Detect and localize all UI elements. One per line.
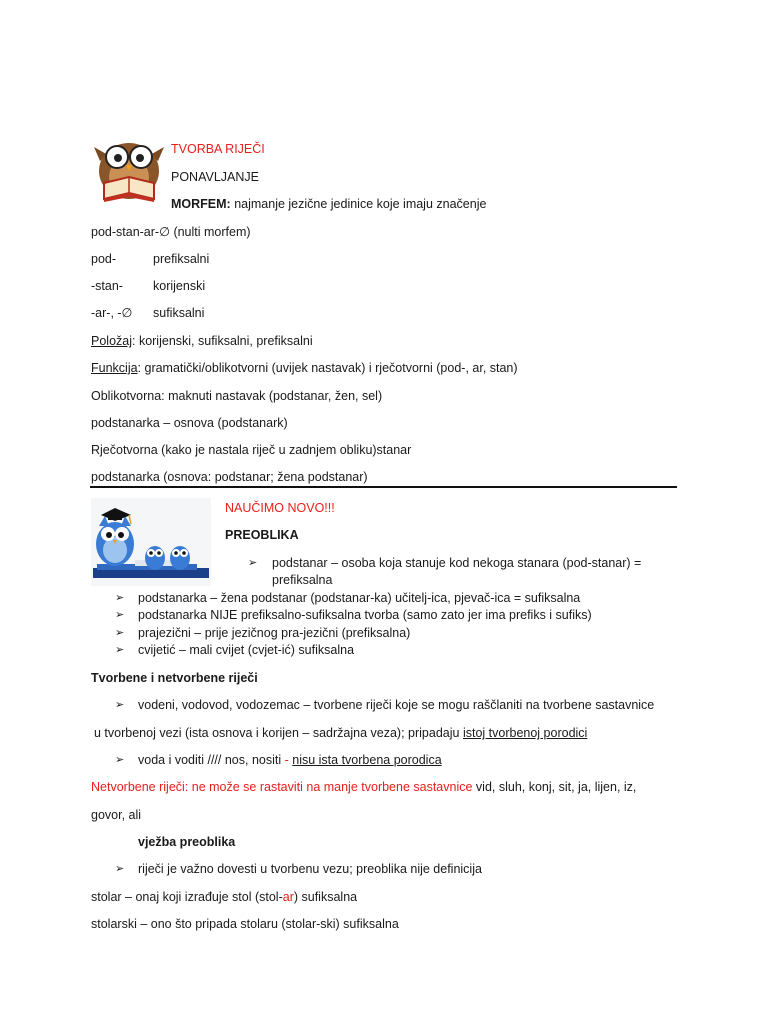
funkcija-text: : gramatički/oblikotvorni (uvijek nastavak) i rječotvorni (pod-, ar, stan) [137, 361, 518, 375]
morfem-text: najmanje jezične jedinice koje imaju značenje [230, 197, 487, 211]
bullet-text: vodeni, vodovod, vodozemac – tvorbene riječi koje se mogu raščlaniti na tvorbene sastavnice [138, 698, 655, 712]
vezi-underlined: istoj tvorbenoj porodici [462, 726, 588, 740]
owl-reading-illustration [90, 133, 168, 203]
netvorbene-examples: vid, sluh, konj, sit, ja, lijen, iz, [472, 780, 637, 794]
netvorbene-line [91, 780, 636, 795]
bullet-text: podstanarka NIJE prefiksalno-sufiksalna tvorba (samo zato jer ima prefiks i sufiks) [138, 608, 592, 622]
arrow-bullet-icon: ➢ [248, 557, 258, 569]
graduation-owls-illustration [91, 498, 211, 586]
polozaj-text: : korijenski, sufiksalni, prefiksalni [132, 334, 313, 348]
section-divider [90, 486, 677, 488]
morph-type: korijenski [153, 279, 206, 293]
voda-line [138, 753, 442, 768]
stolar-post: ) sufiksalna [293, 890, 358, 904]
morph-example: pod-stan-ar-∅ (nulti morfem) [91, 225, 251, 239]
bullet-text-continued: prefiksalna [272, 573, 333, 587]
arrow-bullet-icon: ➢ [115, 863, 125, 875]
arrow-bullet-icon: ➢ [115, 699, 125, 711]
morph-part: -ar-, -∅ [91, 306, 133, 320]
stolar-pre: stolar – onaj koji izrađuje stol (stol- [91, 890, 283, 904]
section-subtitle-preoblika: PREOBLIKA [225, 528, 299, 542]
morfem-label: MORFEM: [171, 197, 231, 211]
text-line: Rječotvorna (kako je nastala riječ u zadnjem obliku)stanar [91, 443, 412, 457]
polozaj-line [91, 334, 313, 349]
morph-type: sufiksalni [153, 306, 205, 320]
morfem-definition [171, 197, 486, 212]
arrow-bullet-icon: ➢ [115, 644, 125, 656]
stolarski-line: stolarski – ono što pripada stolaru (stolar-ski) sufiksalna [91, 917, 399, 931]
text-line: podstanarka (osnova: podstanar; žena podstanar) [91, 470, 368, 484]
arrow-bullet-icon: ➢ [115, 609, 125, 621]
subtitle-ponavljanje: PONAVLJANJE [171, 170, 259, 184]
stolar-line [91, 890, 357, 905]
bullet-text: cvijetić – mali cvijet (cvjet-ić) sufiksalna [138, 643, 355, 657]
stolar-suffix: ar [282, 890, 294, 904]
text-line: podstanarka – osnova (podstanark) [91, 416, 288, 430]
voda-text: voda i voditi //// nos, nositi [138, 753, 285, 767]
bullet-text: prajezični – prije jezičnog pra-jezični (prefiksalna) [138, 626, 411, 640]
voda-dash: - [284, 753, 293, 767]
polozaj-label: Položaj [91, 334, 132, 348]
arrow-bullet-icon: ➢ [115, 754, 125, 766]
funkcija-label: Funkcija [91, 361, 138, 375]
vjezba-title: vježba preoblika [138, 835, 236, 849]
netvorbene-definition: Netvorbene riječi: ne može se rastaviti na manje tvorbene sastavnice [91, 780, 473, 794]
vezi-line [94, 726, 587, 741]
netvorbene-line-continued: govor, ali [91, 808, 142, 822]
bullet-text: podstanarka – žena podstanar (podstanar-ka) učitelj-ica, pjevač-ica = sufiksalna [138, 591, 581, 605]
voda-underlined: nisu ista tvorbena porodica [292, 753, 442, 767]
arrow-bullet-icon: ➢ [115, 627, 125, 639]
bullet-text: riječi je važno dovesti u tvorbenu vezu; preoblika nije definicija [138, 862, 482, 876]
morph-part: -stan- [91, 279, 123, 293]
section-title-tvorbene: Tvorbene i netvorbene riječi [91, 671, 258, 685]
funkcija-line [91, 361, 518, 376]
vezi-text: u tvorbenoj vezi (ista osnova i korijen – sadržajna veza); pripadaju [94, 726, 463, 740]
section-title-naucimo: NAUČIMO NOVO!!! [225, 501, 335, 515]
bullet-text: podstanar – osoba koja stanuje kod nekoga stanara (pod-stanar) = [272, 556, 642, 570]
morph-part: pod- [91, 252, 117, 266]
arrow-bullet-icon: ➢ [115, 592, 125, 604]
text-line: Oblikotvorna: maknuti nastavak (podstanar, žen, sel) [91, 389, 383, 403]
morph-type: prefiksalni [153, 252, 210, 266]
document-title: TVORBA RIJEČI [171, 142, 265, 156]
